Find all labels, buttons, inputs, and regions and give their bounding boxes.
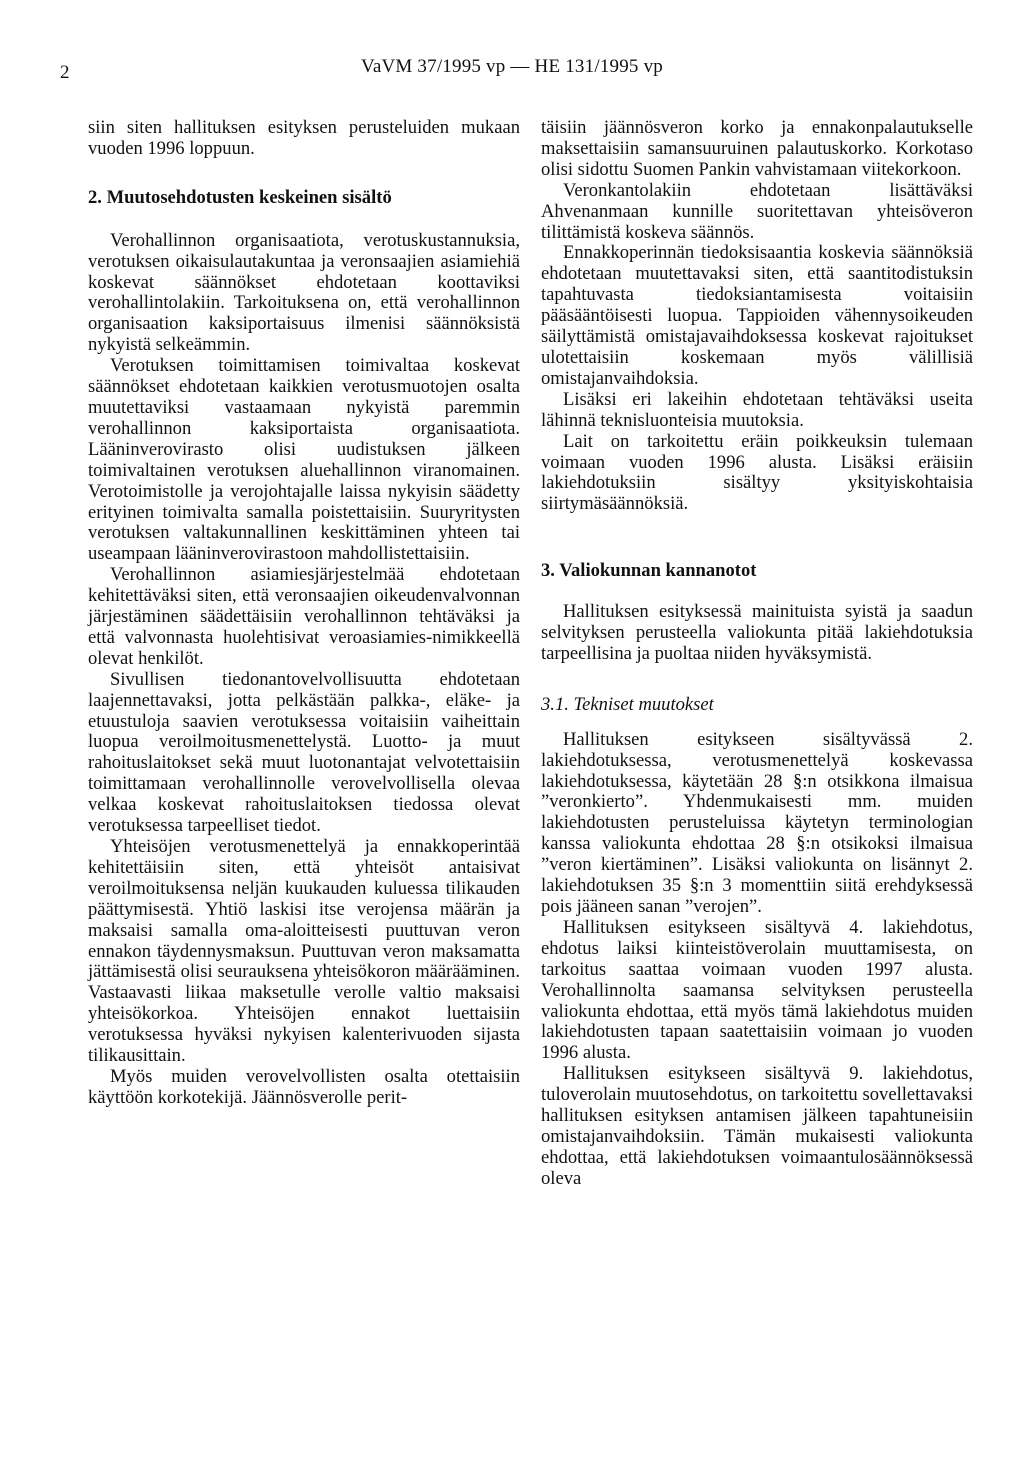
paragraph: Sivullisen tiedonantovelvollisuutta ehdotetaan laajennettavaksi, jotta pelkästään palkka-, eläke- ja etuustuloja saavien verotuksessa voitaisiin vaiheittain luopua veroilmoitusmenettelystä. Luotto- ja muut rahoituslaitokset sekä muut luotonantajat velvotettaisiin toimittamaan verohallinnolle verovelvollisella olevaa velkaa koskevat rahoituslaitoksen tiedossa olevat verotuksessa tarpeelliset tiedot.: [88, 668, 520, 837]
paragraph: Verotuksen toimittamisen toimivaltaa koskevat säännökset ehdotetaan kaikkien verotusmuotojen osalta muutettaviksi vastaamaan nykyistä paremmin verohallinnon kaksiportaista organisaatiota. Lääninverovirasto olisi uudistuksen jälkeen toimivaltainen verotuksen aluehallinnon viranomainen. Verotoimistolle ja verojohtajalle laissa nykyisin säädetty erityinen toimivalta samalla poistettaisiin. Suuryritysten verotuksen valtakunnallinen keskittäminen yhteen tai useampaan lääninverovirastoon mahdollistettaisiin.: [88, 355, 520, 565]
paragraph: Hallituksen esitykseen sisältyvä 9. lakiehdotus, tuloverolain muutosehdotus, on tarkoitettu sovellettavaksi hallituksen esityksen antamisen jälkeen tapahtuneisiin omistajanvaihdoksiin. Tämän mukaisesti valiokunta ehdottaa, että lakiehdotuksen voimaantulosäännöksessä oleva: [541, 1063, 973, 1189]
paragraph: Verohallinnon organisaatiota, verotuskustannuksia, verotuksen oikaisulautakuntaa ja veronsaajien asiamiehiä koskevat säännökset ehdotetaan koottaviksi verohallintolakiin. Tarkoituksena on, että verohallinnon organisaation kaksiportaisuus ilmenisi säännöksistä nykyistä selkeämmin.: [88, 229, 520, 356]
paragraph: Ennakkoperinnän tiedoksisaantia koskevia säännöksiä ehdotetaan muutettavaksi siten, että saantitodistuksin tapahtuvasta tiedoksiantamisesta voitaisiin pääsääntöisesti luopua. Tappioiden vähennysoikeuden säilyttämistä omistajavaihdoksessa koskevat rajoitukset ulotettaisiin koskemaan myös välillisiä omistajanvaihdoksia.: [541, 242, 973, 389]
page-number: 2: [60, 62, 70, 83]
paragraph: Hallituksen esitykseen sisältyvä 4. lakiehdotus, ehdotus laiksi kiinteistöverolain muuttamisesta, on tarkoitus saattaa voimaan vuoden 1997 alusta. Verohallinnolta saamansa selvityksen perusteella valiokunta ehdottaa, että myös tämä lakiehdotus muiden lakiehdotusten tapaan saatettaisiin voimaan jo vuoden 1996 alusta.: [541, 916, 973, 1064]
paragraph: Verohallinnon asiamiesjärjestelmää ehdotetaan kehitettäväksi siten, että veronsaajien oikeudenvalvonnan järjestäminen säädettäisiin verohallinnon tehtäväksi ja että valvonnasta huolehtisivat veroasiamies-nimikkeellä olevat henkilöt.: [88, 564, 520, 669]
running-title: VaVM 37/1995 vp — HE 131/1995 vp: [361, 56, 663, 77]
section-3-heading: 3. Valiokunnan kannanotot: [541, 560, 757, 582]
paragraph: Veronkantolakiin ehdotetaan lisättäväksi Ahvenanmaan kunnille suoritettavan yhteisöveron tilittämistä koskeva säännös.: [541, 179, 973, 243]
section-2-heading: 2. Muutosehdotusten keskeinen sisältö: [88, 186, 392, 208]
paragraph: Myös muiden verovelvollisten osalta otettaisiin käyttöön korkotekijä. Jäännösverolle perit-: [88, 1065, 520, 1108]
left-column: [88, 118, 520, 1109]
intro-paragraph: siin siten hallituksen esityksen perusteluiden mukaan vuoden 1996 loppuun.: [88, 117, 520, 159]
paragraph: Lisäksi eri lakeihin ehdotetaan tehtäväksi useita lähinnä teknisluonteisia muutoksia.: [541, 388, 973, 431]
paragraph: Yhteisöjen verotusmenettelyä ja ennakkoperintää kehitettäisiin siten, että yhteisöt antaisivat veroilmoituksensa neljän kuukauden kuluessa tilikauden päättymisestä. Yhtiö laskisi itse verojensa määrän ja maksaisi samalla oma-aloitteisesti puuttuvan veron ennakon täydennysmaksun. Puuttuvan veron maksamatta jättämisestä olisi seurauksena yhteisökoron määrääminen. Vastaavasti liikaa maksetulle verolle valtio maksaisi yhteisökorkoa. Yhteisöjen ennakot luettaisiin verotuksessa hyväksi nykyisen kalenterivuoden sijasta tilikausittain.: [88, 836, 520, 1067]
paragraph: Lait on tarkoitettu eräin poikkeuksin tulemaan voimaan vuoden 1996 alusta. Lisäksi eräisiin lakiehdotuksiin sisältyy yksityiskohtaisia siirtymäsäännöksiä.: [541, 430, 973, 515]
continuation-paragraph: täisiin jäännösveron korko ja ennakonpalautukselle maksettaisiin samansuuruinen palautuskorko. Korkotaso olisi sidottu Suomen Pankin vahvistamaan viitekorkoon.: [541, 117, 973, 180]
right-column: [541, 118, 973, 1190]
paragraph: Hallituksen esityksessä mainituista syistä ja saadun selvityksen perusteella valiokunta pitää lakiehdotuksia tarpeellisina ja puoltaa niiden hyväksymistä.: [541, 601, 973, 664]
paragraph: Hallituksen esitykseen sisältyvässä 2. lakiehdotuksessa, verotusmenettelyä koskevassa lakiehdotuksessa, käytetään 28 §:n otsikkona ilmaisua ”veronkierto”. Yhdenmukaisesti mm. muiden lakiehdotusten perusteluissa käytetyn terminologian kanssa valiokunta ehdottaa 28 §:n otsikoksi ilmaisua ”veron kiertäminen”. Lisäksi valiokunta on lisännyt 2. lakiehdotuksen 35 §:n 3 momenttiin siitä erehdyksessä pois jääneen sanan ”verojen”.: [541, 728, 973, 917]
subsection-3-1-heading: 3.1. Tekniset muutokset: [541, 693, 714, 715]
